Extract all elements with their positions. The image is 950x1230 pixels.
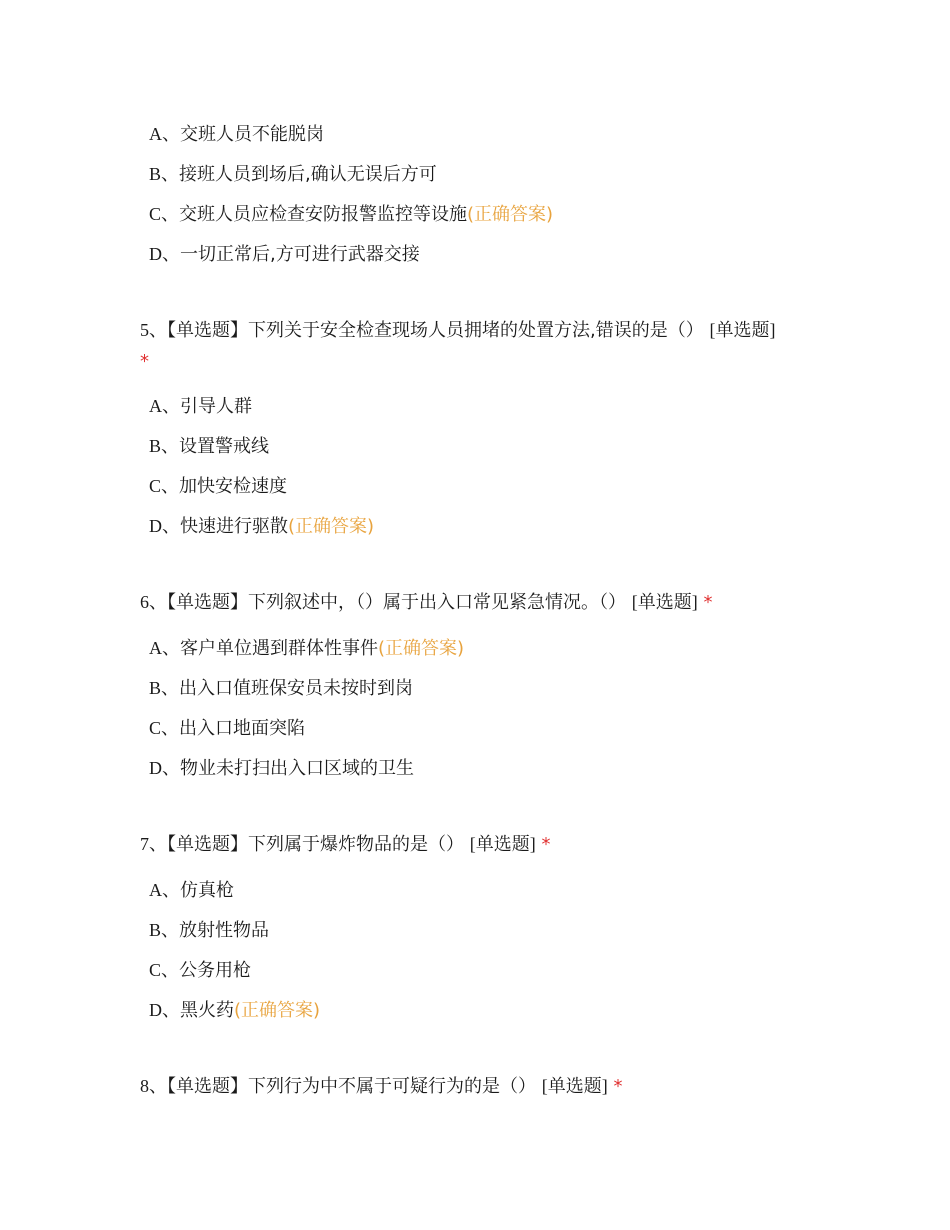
option-text: 一切正常后,方可进行武器交接 — [180, 244, 420, 265]
option-text: 出入口地面突陷 — [179, 718, 306, 739]
q6-option-d — [149, 756, 414, 781]
option-letter: D、 — [149, 516, 180, 536]
option-text: 设置警戒线 — [179, 436, 270, 457]
q6-option-a — [149, 636, 464, 661]
option-letter: D、 — [149, 244, 180, 264]
required-asterisk: * — [140, 351, 149, 372]
q7-option-a — [149, 878, 234, 903]
option-text: 引导人群 — [180, 396, 252, 417]
question-type-tag: [单选题] — [541, 1076, 608, 1096]
required-asterisk: * — [703, 592, 713, 613]
correct-answer-marker: (正确答案) — [378, 638, 465, 659]
option-text: 接班人员到场后,确认无误后方可 — [179, 164, 437, 185]
option-letter: A、 — [149, 880, 180, 900]
option-text: 公务用枪 — [179, 960, 252, 981]
q5-option-d — [149, 514, 374, 539]
correct-answer-marker: (正确答案) — [467, 204, 554, 225]
q5-option-b — [149, 434, 269, 459]
option-letter: B、 — [149, 678, 180, 698]
option-text: 黑火药 — [180, 1000, 234, 1021]
q7-option-b — [149, 918, 269, 943]
correct-answer-marker: (正确答案) — [288, 516, 375, 537]
required-asterisk: * — [541, 834, 551, 855]
question-text: 【单选题】下列叙述中，（）属于出入口常见紧急情况。（） — [167, 592, 626, 613]
q5-stem — [140, 318, 775, 343]
question-number: 7、 — [140, 834, 167, 854]
question-type-tag: [单选题] — [709, 320, 776, 340]
question-number: 8、 — [140, 1076, 167, 1096]
correct-answer-marker: (正确答案) — [234, 1000, 321, 1021]
q4-option-d — [149, 242, 420, 267]
option-letter: B、 — [149, 436, 180, 456]
question-text: 【单选题】下列行为中不属于可疑行为的是（） — [167, 1076, 536, 1097]
question-text: 【单选题】下列关于安全检查现场人员拥堵的处置方法,错误的是（） — [167, 320, 704, 341]
option-text: 交班人员不能脱岗 — [180, 124, 324, 145]
q8-stem — [140, 1074, 622, 1099]
q6-stem — [140, 590, 712, 615]
option-text: 快速进行驱散 — [180, 516, 288, 537]
q5-option-a — [149, 394, 252, 419]
option-text: 客户单位遇到群体性事件 — [180, 638, 378, 659]
q6-option-b — [149, 676, 413, 701]
option-text: 放射性物品 — [179, 920, 270, 941]
option-text: 仿真枪 — [180, 880, 234, 901]
q7-option-d — [149, 998, 320, 1023]
option-letter: A、 — [149, 638, 180, 658]
question-text: 【单选题】下列属于爆炸物品的是（） — [167, 834, 464, 855]
q5-option-c — [149, 474, 287, 499]
option-text: 加快安检速度 — [179, 476, 288, 497]
option-letter: C、 — [149, 960, 180, 980]
question-type-tag: [单选题] — [469, 834, 536, 854]
q7-option-c — [149, 958, 251, 983]
option-letter: B、 — [149, 920, 180, 940]
q4-option-a — [149, 122, 324, 147]
option-letter: C、 — [149, 718, 180, 738]
q4-option-b — [149, 162, 437, 187]
option-letter: B、 — [149, 164, 180, 184]
q6-option-c — [149, 716, 305, 741]
option-letter: D、 — [149, 1000, 180, 1020]
option-letter: A、 — [149, 396, 180, 416]
option-text: 物业未打扫出入口区域的卫生 — [180, 758, 414, 779]
question-type-tag: [单选题] — [631, 592, 698, 612]
option-text: 交班人员应检查安防报警监控等设施 — [179, 204, 468, 225]
q7-stem — [140, 832, 550, 857]
option-text: 出入口值班保安员未按时到岗 — [179, 678, 414, 699]
option-letter: C、 — [149, 204, 180, 224]
question-number: 5、 — [140, 320, 167, 340]
option-letter: D、 — [149, 758, 180, 778]
q4-option-c — [149, 202, 553, 227]
option-letter: C、 — [149, 476, 180, 496]
question-number: 6、 — [140, 592, 167, 612]
option-letter: A、 — [149, 124, 180, 144]
required-asterisk: * — [613, 1076, 623, 1097]
